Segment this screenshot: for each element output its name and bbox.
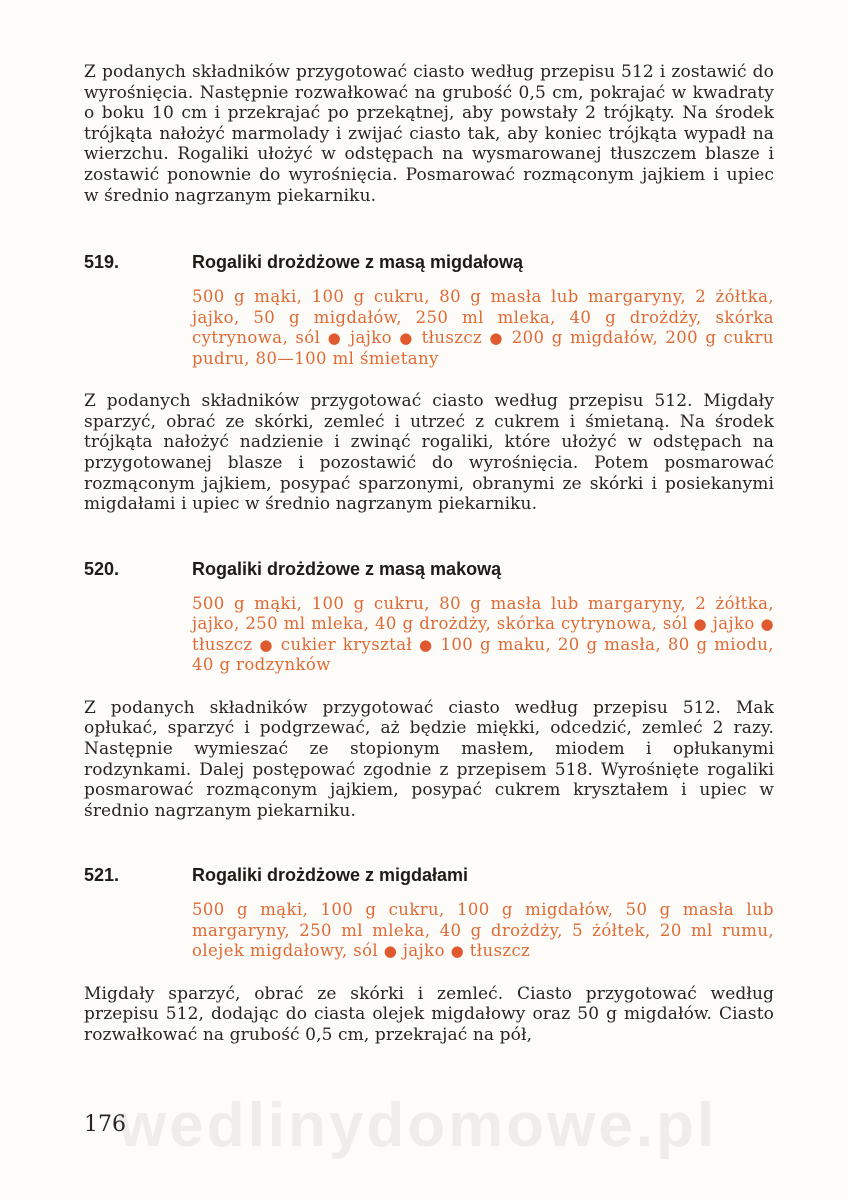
ingredients-list <box>192 900 774 962</box>
method-paragraph: Migdały sparzyć, obrać ze skórki i zemleć. Ciasto przygotować według przepisu 512, dodając do ciasta olejek migdałowy oraz 50 g migdałów. Ciasto rozwałkować na grubość 0,5 cm, przekrajać na pół, <box>84 983 774 1045</box>
recipe-title: Rogaliki drożdżowe z masą migdałową <box>192 252 524 273</box>
ingredients-list <box>192 594 774 676</box>
method-paragraph: Z podanych składników przygotować ciasto według przepisu 512. Mak opłukać, sparzyć i podgrzewać, aż będzie miękki, odcedzić, zemleć 2 razy. Następnie wymieszać ze stopionym masłem, miodem i opłukanymi rodzynkami. Dalej postępować zgodnie z przepisem 518. Wyrośnięte rogaliki posmarować rozmąconym jajkiem, posypać cukrem kryształem i upiec w średnio nagrzanym piekarniku. <box>84 697 774 821</box>
recipe-header <box>84 252 774 273</box>
recipe-header <box>84 559 774 580</box>
bullet-icon: ● <box>693 615 708 634</box>
ingredient-group: jajko <box>349 328 392 348</box>
bullet-icon: ● <box>760 615 774 634</box>
recipe-number: 520. <box>84 558 120 579</box>
ingredient-group: tłuszcz <box>421 328 483 348</box>
ingredient-group: 200 g migdałów, 200 g cukru pudru, 80—100 ml śmietany <box>192 328 774 368</box>
ingredient-group: cukier kryształ <box>280 634 413 654</box>
ingredients-list <box>192 287 774 369</box>
bullet-icon: ● <box>259 635 274 654</box>
ingredient-group: 500 g mąki, 100 g cukru, 80 g masła lub margaryny, 2 żółtka, jajko, 250 ml mleka, 40 g drożdży, skórka cytrynowa, sól <box>192 593 774 634</box>
bullet-icon: ● <box>327 329 343 348</box>
bullet-icon: ● <box>399 329 415 348</box>
bullet-icon: ● <box>450 942 465 961</box>
ingredient-group: 500 g mąki, 100 g cukru, 80 g masła lub margaryny, 2 żółtka, jajko, 50 g migdałów, 250 ml mleka, 40 g drożdży, skórka cytrynowa, sól <box>192 287 774 348</box>
ingredient-group: tłuszcz <box>192 634 253 654</box>
recipe-header <box>84 865 774 886</box>
bullet-icon: ● <box>419 635 434 654</box>
page-number: 176 <box>84 1112 126 1137</box>
recipe-title: Rogaliki drożdżowe z masą makową <box>192 558 502 579</box>
recipe-number: 521. <box>84 865 120 886</box>
page-content <box>84 62 774 1046</box>
ingredient-group: 500 g mąki, 100 g cukru, 100 g migdałów, 50 g masła lub margaryny, 250 ml mleka, 40 g drożdży, 5 żółtek, 20 ml rumu, olejek migdałowy, sól <box>192 900 774 961</box>
method-paragraph: Z podanych składników przygotować ciasto według przepisu 512. Migdały sparzyć, obrać ze skórki, zemleć i utrzeć z cukrem i śmietaną. Na środek trójkąta nałożyć nadzienie i zwinąć rogaliki, które ułożyć w odstępach na przygotowanej blasze i pozostawić do wyrośnięcia. Potem posmarować rozmąconym jajkiem, posypać sparzonymi, obranymi ze skórki i posiekanymi migdałami i upiec w średnio nagrzanym piekarniku. <box>84 391 774 515</box>
recipe-number: 519. <box>84 252 120 273</box>
recipe-title: Rogaliki drożdżowe z migdałami <box>192 865 469 886</box>
watermark: wedlinydomowe.pl <box>118 1091 718 1160</box>
intro-paragraph: Z podanych składników przygotować ciasto według przepisu 512 i zostawić do wyrośnięcia. Następnie rozwałkować na grubość 0,5 cm, pokrajać w kwadraty o boku 10 cm i przekrajać po przekątnej, aby powstały 2 trójkąty. Na środek trójkąta nałożyć marmolady i zwijać ciasto tak, aby koniec trójkąta wypadł na wierzchu. Rogaliki ułożyć w odstępach na wysmarowanej tłuszczem blasze i zostawić ponownie do wyrośnięcia. Posmarować rozmąconym jajkiem i upiec w średnio nagrzanym piekarniku. <box>84 62 774 206</box>
ingredient-group: tłuszcz <box>469 941 531 961</box>
ingredient-group: jajko <box>712 614 755 634</box>
ingredient-group: jajko <box>402 941 445 961</box>
ingredient-group: 100 g maku, 20 g masła, 80 g miodu, 40 g rodzynków <box>192 634 774 675</box>
bullet-icon: ● <box>383 942 398 961</box>
bullet-icon: ● <box>489 329 505 348</box>
